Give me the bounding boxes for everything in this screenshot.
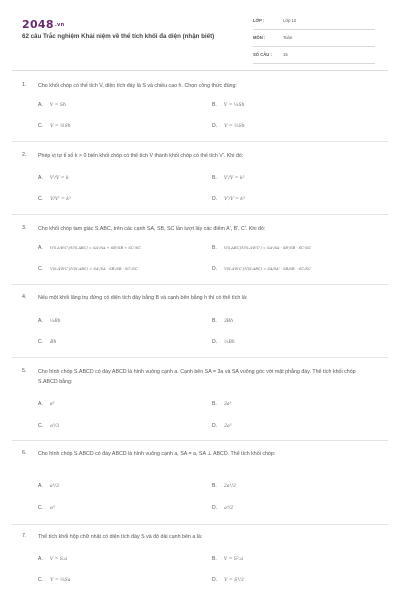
meta-row-subject xyxy=(253,33,375,47)
meta-value: Lớp 12 xyxy=(283,18,297,23)
question-number: 2. xyxy=(22,152,27,158)
meta-label: MÔN : xyxy=(253,35,266,40)
option-letter: C. xyxy=(38,505,44,511)
option-value: Bh xyxy=(50,340,57,345)
option-value: V = ⅓Sh xyxy=(223,103,245,108)
option-d[interactable] xyxy=(212,196,245,202)
option-b[interactable] xyxy=(212,401,231,407)
option-letter: A. xyxy=(38,175,43,181)
site-logo[interactable] xyxy=(22,18,64,31)
option-value: V = Sh xyxy=(49,103,67,108)
option-letter: D. xyxy=(212,505,218,511)
option-c[interactable] xyxy=(38,266,138,272)
option-letter: C. xyxy=(38,266,44,272)
question-number: 6. xyxy=(22,450,27,456)
option-letter: D. xyxy=(212,196,218,202)
option-d[interactable] xyxy=(212,577,244,583)
question-text: Cho hình chóp S.ABCD có đáy ABCD là hình vuông cạnh a. Cạnh bên SA = 3a và SA vuông góc với mặt phẳng đáy. Thể tích khối chóp S.ABCD bằng: xyxy=(38,369,356,385)
option-letter: B. xyxy=(212,556,217,562)
option-letter: C. xyxy=(38,423,44,429)
option-value: V(S.ABC)/V(S.A'B'C') = SA'/SA · SB'/SB · SC'/SC xyxy=(223,246,312,250)
meta-panel xyxy=(253,16,375,67)
question-text: Thể tích khối hộp chữ nhật có diện tích đáy S và độ dài cạnh bên a là: xyxy=(38,534,203,540)
option-value: ⅔Bh xyxy=(224,340,235,345)
option-letter: D. xyxy=(212,266,218,272)
meta-value: 15 xyxy=(283,52,288,57)
option-letter: C. xyxy=(38,577,44,583)
meta-row-count xyxy=(253,50,375,64)
option-letter: B. xyxy=(212,483,217,489)
question-number: 3. xyxy=(22,225,27,231)
question-divider xyxy=(12,214,388,215)
option-a[interactable] xyxy=(38,401,54,407)
option-b[interactable] xyxy=(212,483,236,489)
question-text: Cho hình chóp S.ABCD có đáy ABCD là hình vuông cạnh a, SA = a, SA ⊥ ABCD. Thể tích khối chóp: xyxy=(38,451,276,457)
logo-text: 2048 xyxy=(22,18,54,31)
option-d[interactable] xyxy=(212,339,235,345)
question-number: 7. xyxy=(22,533,27,539)
option-a[interactable] xyxy=(38,556,67,562)
option-letter: B. xyxy=(212,245,217,251)
question-number: 4. xyxy=(22,294,27,300)
question-number: 5. xyxy=(22,368,27,374)
option-value: a³/3 xyxy=(49,484,59,489)
option-c[interactable] xyxy=(38,339,56,345)
option-b[interactable] xyxy=(212,245,311,251)
option-letter: D. xyxy=(212,123,218,129)
option-letter: C. xyxy=(38,123,44,129)
option-letter: D. xyxy=(212,577,218,583)
option-d[interactable] xyxy=(212,423,232,429)
option-a[interactable] xyxy=(38,175,69,181)
question-number: 1. xyxy=(22,82,27,88)
option-letter: B. xyxy=(212,401,217,407)
option-value: a³ xyxy=(50,506,55,511)
option-letter: D. xyxy=(212,339,218,345)
option-value: ⅓Bh xyxy=(49,319,61,324)
option-letter: C. xyxy=(38,196,44,202)
question-divider xyxy=(12,357,388,358)
option-letter: A. xyxy=(38,102,43,108)
option-value: V(S.A'B'C')/V(S.ABC) = SA'/SA · SB'/SB · SC'/SC xyxy=(50,267,138,271)
option-value: V'/V = k³ xyxy=(224,197,245,202)
option-letter: B. xyxy=(212,102,217,108)
meta-label: LỚP : xyxy=(253,18,265,23)
option-d[interactable] xyxy=(212,266,312,272)
option-d[interactable] xyxy=(212,123,245,129)
option-value: V(S.A'B'C')/V(S.ABC) = SA'/SA + SB'/SB + SC'/SC xyxy=(49,246,142,250)
option-value: V'/V = k² xyxy=(223,176,245,181)
worksheet-title: 62 câu Trắc nghiệm Khái niệm về thể tích khối đa diện (nhận biết) xyxy=(22,33,215,40)
option-value: V = ⅔Sh xyxy=(224,124,245,129)
question-divider xyxy=(12,141,388,142)
option-letter: D. xyxy=(212,423,218,429)
question-text: Nếu một khối lăng trụ đứng có diện tích đáy bằng B và cạnh bên bằng h thì có thể tích là: xyxy=(38,295,248,301)
option-c[interactable] xyxy=(38,196,71,202)
option-letter: C. xyxy=(38,339,44,345)
option-value: V(S.A'B'C')/V(S.ABC) = SA/SA' · SB/SB' · SC/SC' xyxy=(224,267,312,271)
logo-suffix: .vn xyxy=(54,22,65,28)
option-letter: A. xyxy=(38,245,43,251)
option-letter: A. xyxy=(38,401,43,407)
option-c[interactable] xyxy=(38,505,55,511)
option-value: V = ½Sh xyxy=(50,124,71,129)
option-value: a³/2 xyxy=(224,506,234,511)
option-letter: B. xyxy=(212,318,217,324)
option-letter: B. xyxy=(212,175,217,181)
option-letter: A. xyxy=(38,318,43,324)
option-value: 3a³ xyxy=(223,402,232,407)
question-text: Cho khối chóp tam giác S.ABC, trên các cạnh SA, SB, SC lần lượt lấy các điểm A', B', C'. Khi đó: xyxy=(38,226,266,232)
option-b[interactable] xyxy=(212,102,244,108)
option-value: a³/3 xyxy=(50,424,60,429)
option-value: V/V' = k³ xyxy=(50,197,71,202)
option-value: 3Bh xyxy=(223,319,234,324)
option-a[interactable] xyxy=(38,318,61,324)
option-d[interactable] xyxy=(212,505,233,511)
option-value: 2a³ xyxy=(224,424,232,429)
question-divider xyxy=(12,440,388,441)
meta-value: Toán xyxy=(283,35,293,40)
option-a[interactable] xyxy=(38,245,141,251)
header-divider xyxy=(12,70,388,71)
option-letter: A. xyxy=(38,483,43,489)
option-b[interactable] xyxy=(212,318,233,324)
option-value: V = S².a xyxy=(223,557,244,562)
option-value: V = S.a xyxy=(49,557,68,562)
option-a[interactable] xyxy=(38,483,59,489)
option-c[interactable] xyxy=(38,577,71,583)
option-value: V'/V = k xyxy=(49,176,69,181)
question-text: Phép vị tự tỉ số k > 0 biến khối chóp có thể tích V thành khối chóp có thể tích V'. Khi đó: xyxy=(38,153,244,159)
option-value: 2a³/3 xyxy=(223,484,236,489)
option-c[interactable] xyxy=(38,123,71,129)
meta-row-grade xyxy=(253,16,375,30)
meta-label: SỐ CÂU : xyxy=(253,52,272,57)
option-value: V = S³/3 xyxy=(224,578,244,583)
question-divider xyxy=(12,284,388,285)
question-text: Cho khối chóp có thể tích V, diện tích đáy là S và chiều cao h. Chọn công thức đúng: xyxy=(38,83,237,89)
option-c[interactable] xyxy=(38,423,59,429)
option-value: V = ⅓Sa xyxy=(50,578,71,583)
option-letter: A. xyxy=(38,556,43,562)
option-b[interactable] xyxy=(212,556,243,562)
option-value: a³ xyxy=(49,402,55,407)
question-divider xyxy=(12,524,388,525)
option-b[interactable] xyxy=(212,175,245,181)
option-a[interactable] xyxy=(38,102,66,108)
